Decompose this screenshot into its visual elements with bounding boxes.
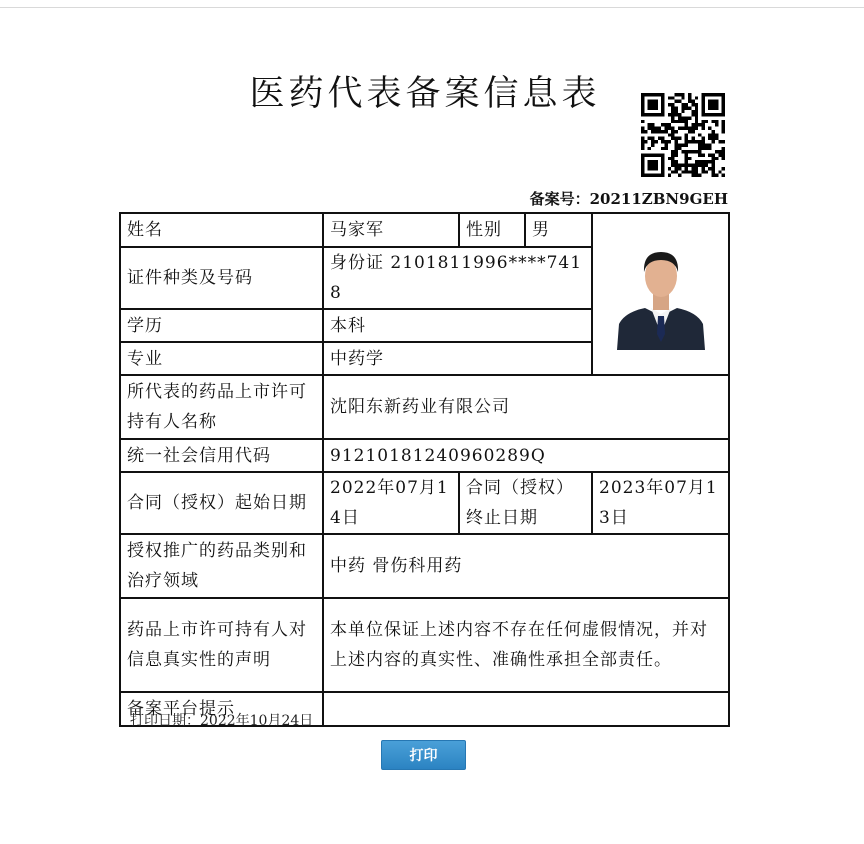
category-value: 中药 骨伤科用药 (323, 534, 729, 598)
platform-label: 备案平台提示 (120, 692, 323, 726)
name-label: 姓名 (120, 213, 323, 247)
gender-label: 性别 (459, 213, 525, 247)
id-number: 2101811996****7418 (330, 253, 583, 303)
record-number-label: 备案号： (529, 190, 590, 208)
id-type: 身份证 (330, 253, 384, 273)
page-title: 医药代表备案信息表 (249, 74, 601, 114)
photo-cell (592, 213, 729, 375)
education-label: 学历 (120, 309, 323, 342)
applicant-photo (615, 238, 707, 350)
end-date-value: 2023年07月13日 (592, 472, 729, 534)
id-value (323, 247, 592, 309)
major-value: 中药学 (323, 342, 592, 375)
category-label: 授权推广的药品类别和治疗领域 (120, 534, 323, 598)
top-divider (0, 7, 864, 8)
end-date-label: 合同（授权）终止日期 (459, 472, 592, 534)
record-number (530, 188, 728, 209)
holder-label: 所代表的药品上市许可持有人名称 (120, 375, 323, 439)
credit-code-value: 91210181240960289Q (323, 439, 729, 472)
statement-label: 药品上市许可持有人对信息真实性的声明 (120, 598, 323, 692)
record-number-value: 20211ZBN9GEH (589, 190, 728, 208)
major-label: 专业 (120, 342, 323, 375)
start-date-value: 2022年07月14日 (323, 472, 459, 534)
record-form-table (119, 212, 730, 727)
holder-value: 沈阳东新药业有限公司 (323, 375, 729, 439)
print-date: 打印日期：2022年10月24日 (130, 713, 314, 729)
credit-code-label: 统一社会信用代码 (120, 439, 323, 472)
start-date-label: 合同（授权）起始日期 (120, 472, 323, 534)
print-button[interactable]: 打印 (381, 740, 466, 770)
qr-code (641, 93, 725, 177)
platform-value (323, 692, 729, 726)
name-value: 马家军 (323, 213, 459, 247)
id-label: 证件种类及号码 (120, 247, 323, 309)
education-value: 本科 (323, 309, 592, 342)
gender-value: 男 (525, 213, 592, 247)
statement-value: 本单位保证上述内容不存在任何虚假情况，并对上述内容的真实性、准确性承担全部责任。 (323, 598, 729, 692)
